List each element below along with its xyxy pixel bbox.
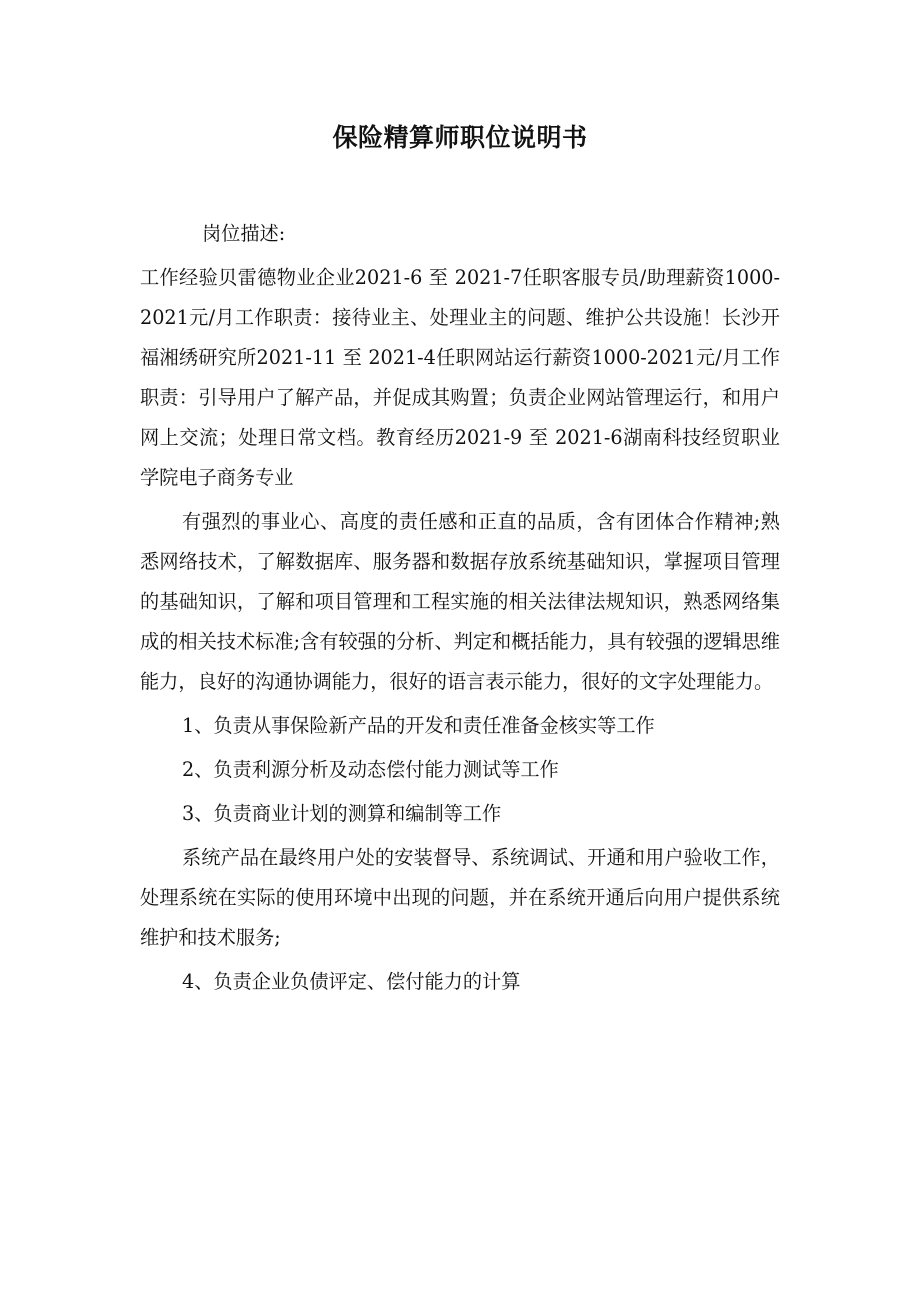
document-body — [140, 214, 780, 1002]
paragraph-qualifications: 有强烈的事业心、高度的责任感和正直的品质，含有团体合作精神;熟悉网络技术，了解数据库、服务器和数据存放系统基础知识，掌握项目管理的基础知识，了解和项目管理和工程实施的相关法律法规知识，熟悉网络集成的相关技术标准;含有较强的分析、判定和概括能力，具有较强的逻辑思维能力，良好的沟通协调能力，很好的语言表示能力，很好的文字处理能力。 — [140, 510, 780, 693]
list-item-duty-1: 1、负责从事保险新产品的开发和责任准备金核实等工作 — [182, 714, 655, 737]
list-item-duty-3: 3、负责商业计划的测算和编制等工作 — [182, 802, 502, 825]
paragraph-work-experience: 工作经验贝雷德物业企业2021-6 至 2021-7任职客服专员/助理薪资1000-2021元/月工作职责：接待业主、处理业主的问题、维护公共设施！长沙开福湘绣研究所2021-11 至 2021-4任职网站运行薪资1000-2021元/月工作职责：引导用户了解产品，并促成其购置；负责企业网站管理运行，和用户网上交流；处理日常文档。教育经历2021-9 至 2021-6湖南科技经贸职业学院电子商务专业 — [140, 266, 780, 489]
paragraph-system-support: 系统产品在最终用户处的安装督导、系统调试、开通和用户验收工作，处理系统在实际的使用环境中出现的问题，并在系统开通后向用户提供系统维护和技术服务; — [140, 846, 780, 949]
list-item-duty-4: 4、负责企业负债评定、偿付能力的计算 — [182, 970, 521, 993]
section-heading-job-description: 岗位描述: — [202, 222, 286, 245]
document-title: 保险精算师职位说明书 — [332, 123, 588, 152]
list-item-duty-2: 2、负责利源分析及动态偿付能力测试等工作 — [182, 758, 559, 781]
